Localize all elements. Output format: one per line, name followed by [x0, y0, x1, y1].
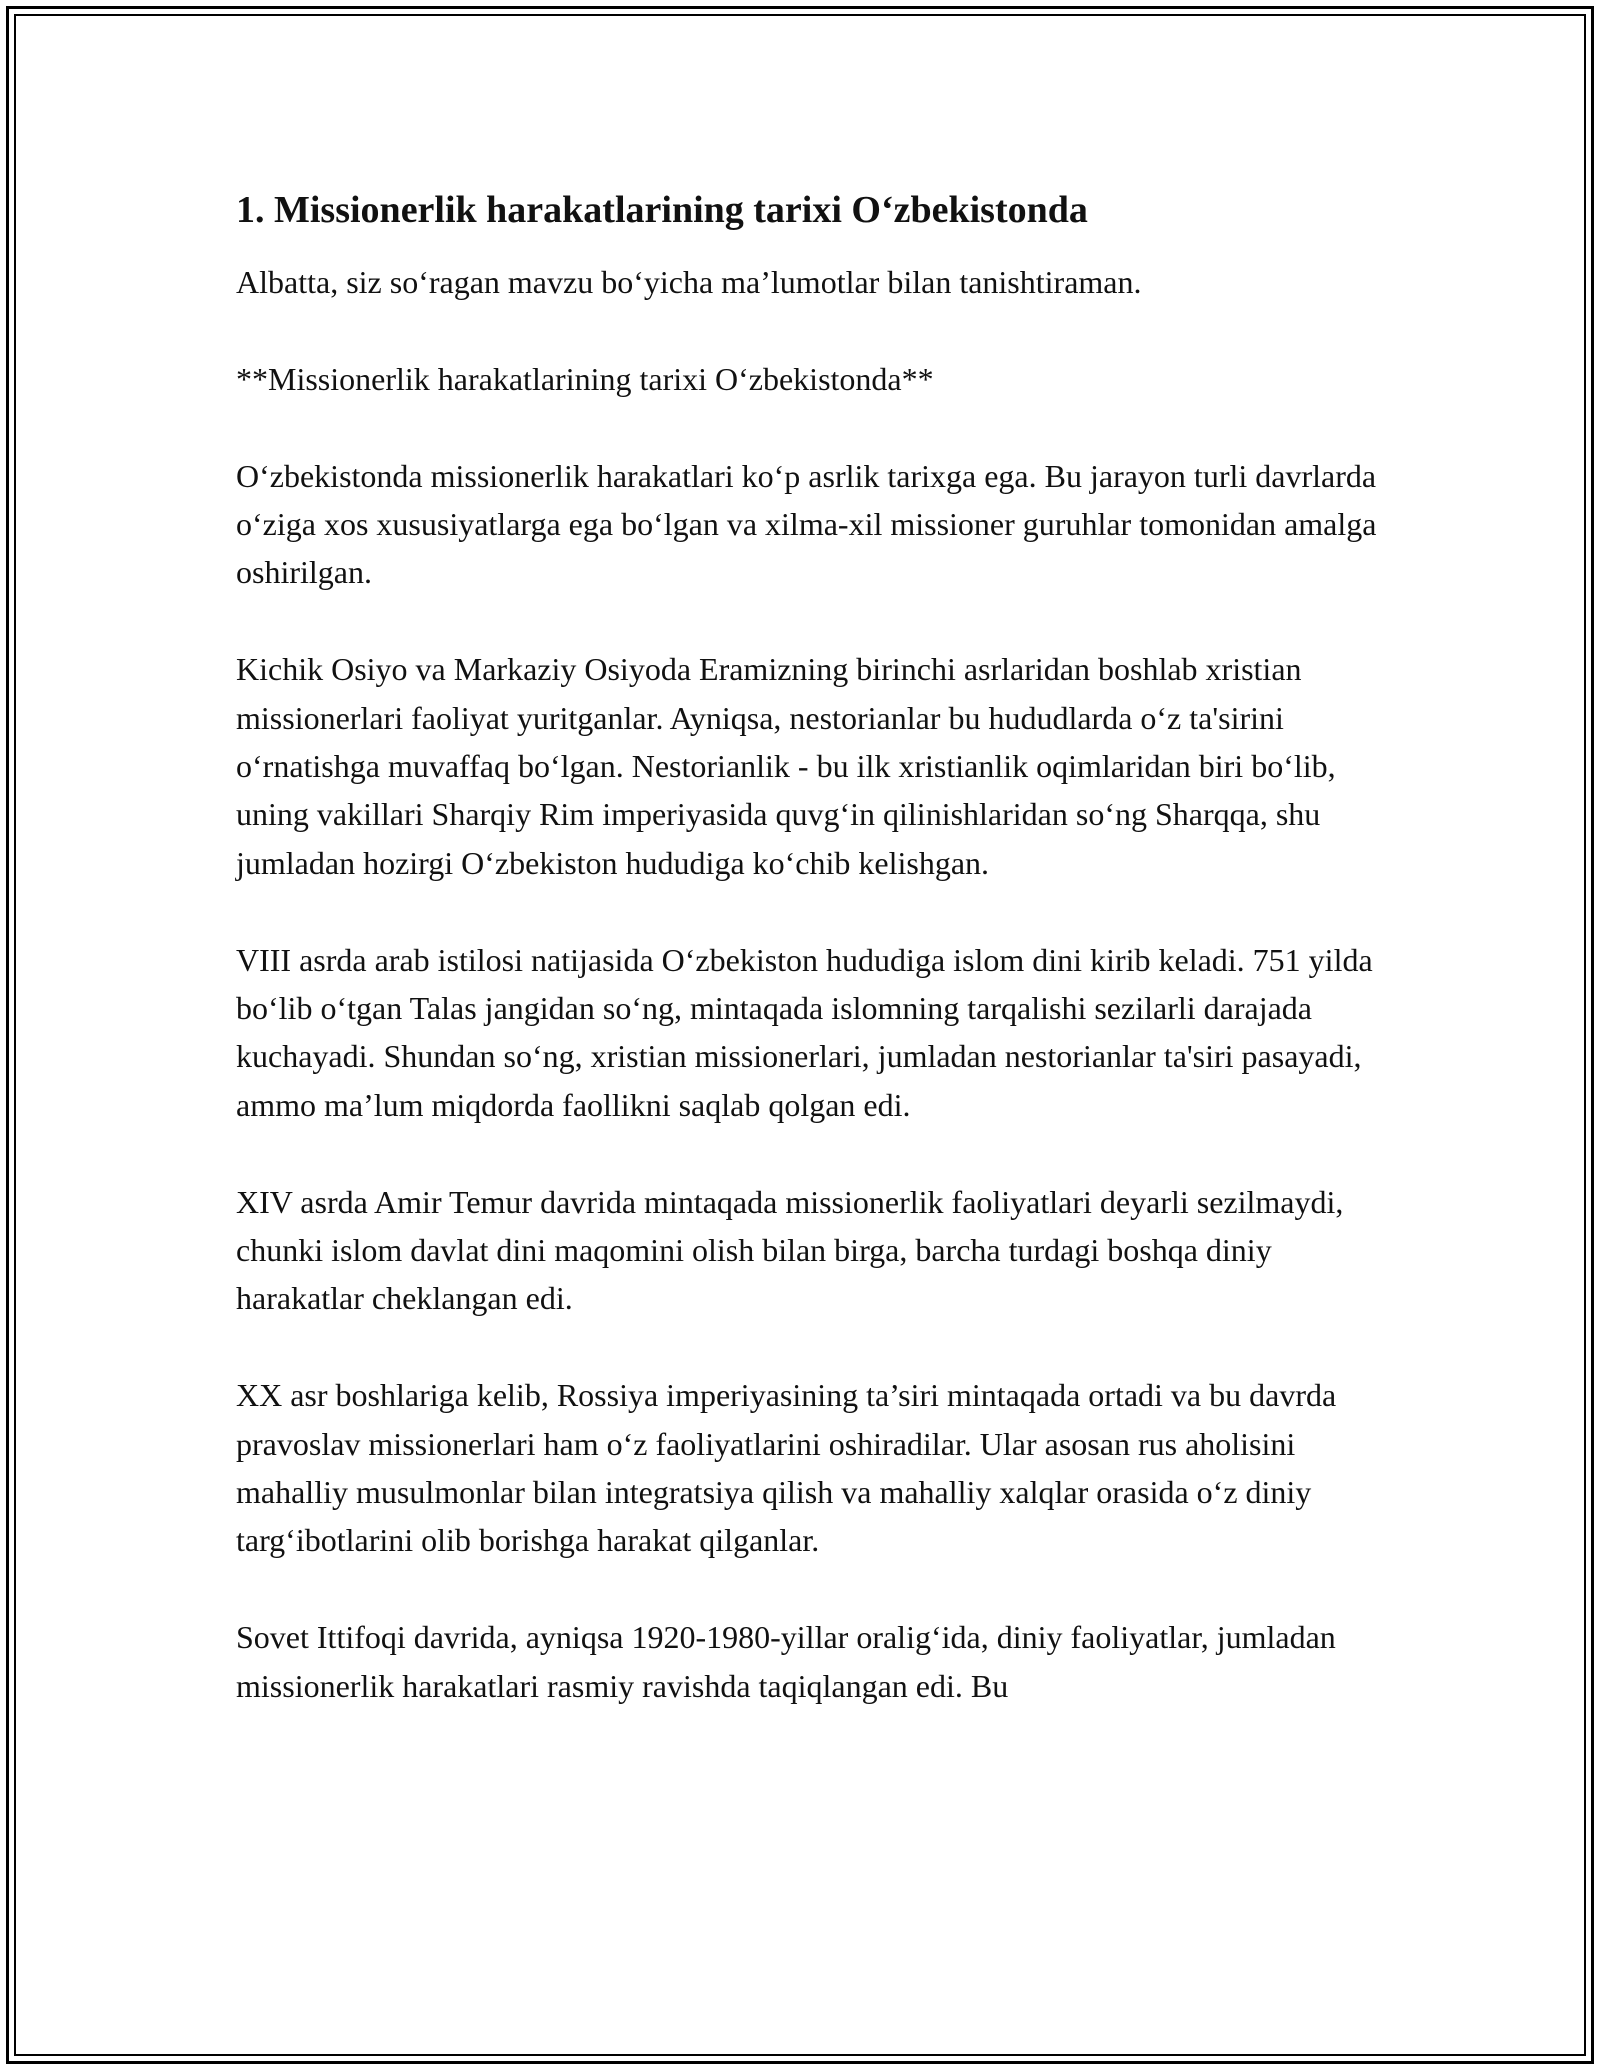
paragraph-soviet-era: Sovet Ittifoqi davrida, ayniqsa 1920-1980-yillar oralig‘ida, diniy faoliyatlar, jumladan missionerlik harakatlari rasmiy ravishda taqiqlangan edi. Bu [236, 1619, 1336, 1704]
paragraph-intro: Albatta, siz so‘ragan mavzu bo‘yicha ma’lumotlar bilan tanishtiraman. [236, 264, 1142, 300]
paragraph-russian-empire: XX asr boshlariga kelib, Rossiya imperiyasining ta’siri mintaqada ortadi va bu davrda pravoslav missionerlari ham o‘z faoliyatlarini oshiradilar. Ular asosan rus aholisini mahalliy musulmonlar bilan integratsiya qilish va mahalliy xalqlar orasida o‘z diniy targ‘ibotlarini olib borishga harakat qilganlar. [236, 1377, 1337, 1559]
document-body [236, 186, 1384, 1758]
paragraph-amir-temur: XIV asrda Amir Temur davrida mintaqada missionerlik faoliyatlari deyarli sezilmaydi, chunki islom davlat dini maqomini olish bilan birga, barcha turdagi boshqa diniy harakatlar cheklangan edi. [236, 1183, 1344, 1317]
paragraph-overview: O‘zbekistonda missionerlik harakatlari ko‘p asrlik tarixga ega. Bu jarayon turli davrlarda o‘ziga xos xususiyatlarga ega bo‘lgan va xilma-xil missioner guruhlar tomonidan amalga oshirilgan. [236, 457, 1377, 591]
section-heading: 1. Missionerlik harakatlarining tarixi O‘zbekistonda [236, 189, 1088, 231]
paragraph-arab-conquest: VIII asrda arab istilosi natijasida O‘zbekiston hududiga islom dini kirib keladi. 751 yilda bo‘lib o‘tgan Talas jangidan so‘ng, mintaqada islomning tarqalishi sezilarli darajada kuchayadi. Shundan so‘ng, xristian missionerlari, jumladan nestorianlar ta'siri pasayadi, ammo ma’lum miqdorda faollikni saqlab qolgan edi. [236, 941, 1373, 1123]
paragraph-subtitle: **Missionerlik harakatlarining tarixi O‘zbekistonda** [236, 360, 934, 397]
paragraph-nestorians: Kichik Osiyo va Markaziy Osiyoda Eramizning birinchi asrlaridan boshlab xristian missionerlari faoliyat yuritganlar. Ayniqsa, nestorianlar bu hududlarda o‘z ta'sirini o‘rnatishga muvaffaq bo‘lgan. Nestorianlik - bu ilk xristianlik oqimlaridan biri bo‘lib, uning vakillari Sharqiy Rim imperiyasida quvg‘in qilinishlaridan so‘ng Sharqqa, shu jumladan hozirgi O‘zbekiston hududiga ko‘chib kelishgan. [236, 651, 1336, 881]
